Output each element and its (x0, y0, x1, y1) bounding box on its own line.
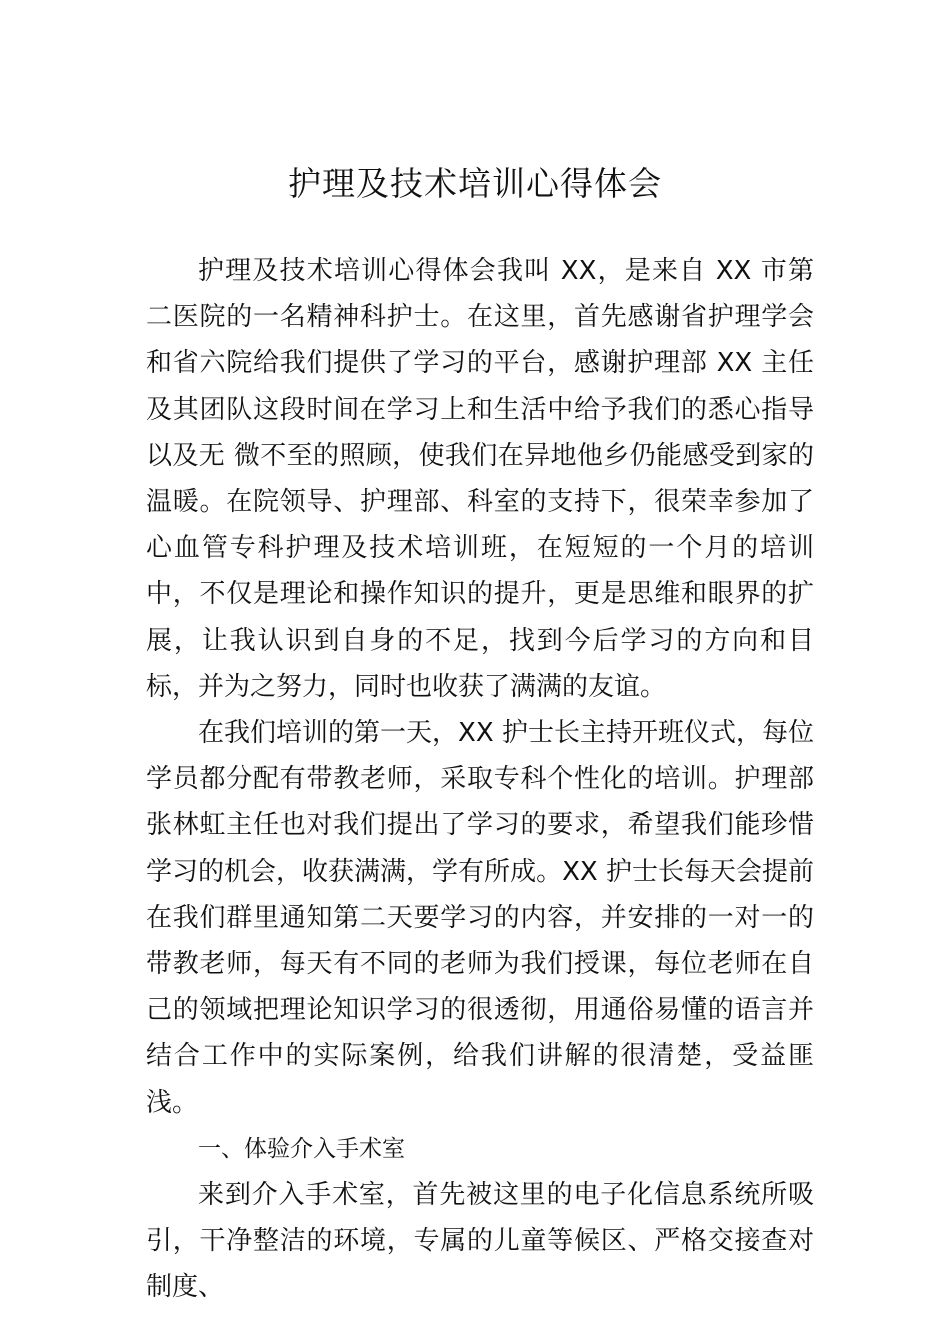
document-body (146, 248, 814, 1311)
section-heading: 一、体验介入手术室 (198, 1135, 405, 1162)
paragraph-section: 来到介入手术室，首先被这里的电子化信息系统所吸引，干净整洁的环境，专属的儿童等候区、严格交接查对制度、 (146, 1180, 814, 1303)
paragraph-intro: 护理及技术培训心得体会我叫 XX，是来自 XX 市第二医院的一名精神科护士。在这里，首先感谢省护理学会和省六院给我们提供了学习的平台，感谢护理部 XX 主任及其团队这段时间在学习上和生活中给予我们的悉心指导以及无 微不至的照顾，使我们在异地他乡仍能感受到家的温暖。在院领导、护理部、科室的支持下，很荣幸参加了心血管专科护理及技术培训班，在短短的一个月的培训中，不仅是理论和操作知识的提升，更是思维和眼界的扩展，让我认识到自身的不足，找到今后学习的方向和目标，并为之努力，同时也收获了满满的友谊。 (146, 256, 814, 702)
paragraph-first-day: 在我们培训的第一天，XX 护士长主持开班仪式，每位学员都分配有带教老师，采取专科个性化的培训。护理部张林虹主任也对我们提出了学习的要求，希望我们能珍惜学习的机会，收获满满，学有所成。XX 护士长每天会提前在我们群里通知第二天要学习的内容，并安排的一对一的带教老师，每天有不同的老师为我们授课，每位老师在自己的领域把理论知识学习的很透彻，用通俗易懂的语言并结合工作中的实际案例，给我们讲解的很清楚，受益匪浅。 (146, 718, 814, 1118)
document-title: 护理及技术培训心得体会 (288, 164, 662, 203)
